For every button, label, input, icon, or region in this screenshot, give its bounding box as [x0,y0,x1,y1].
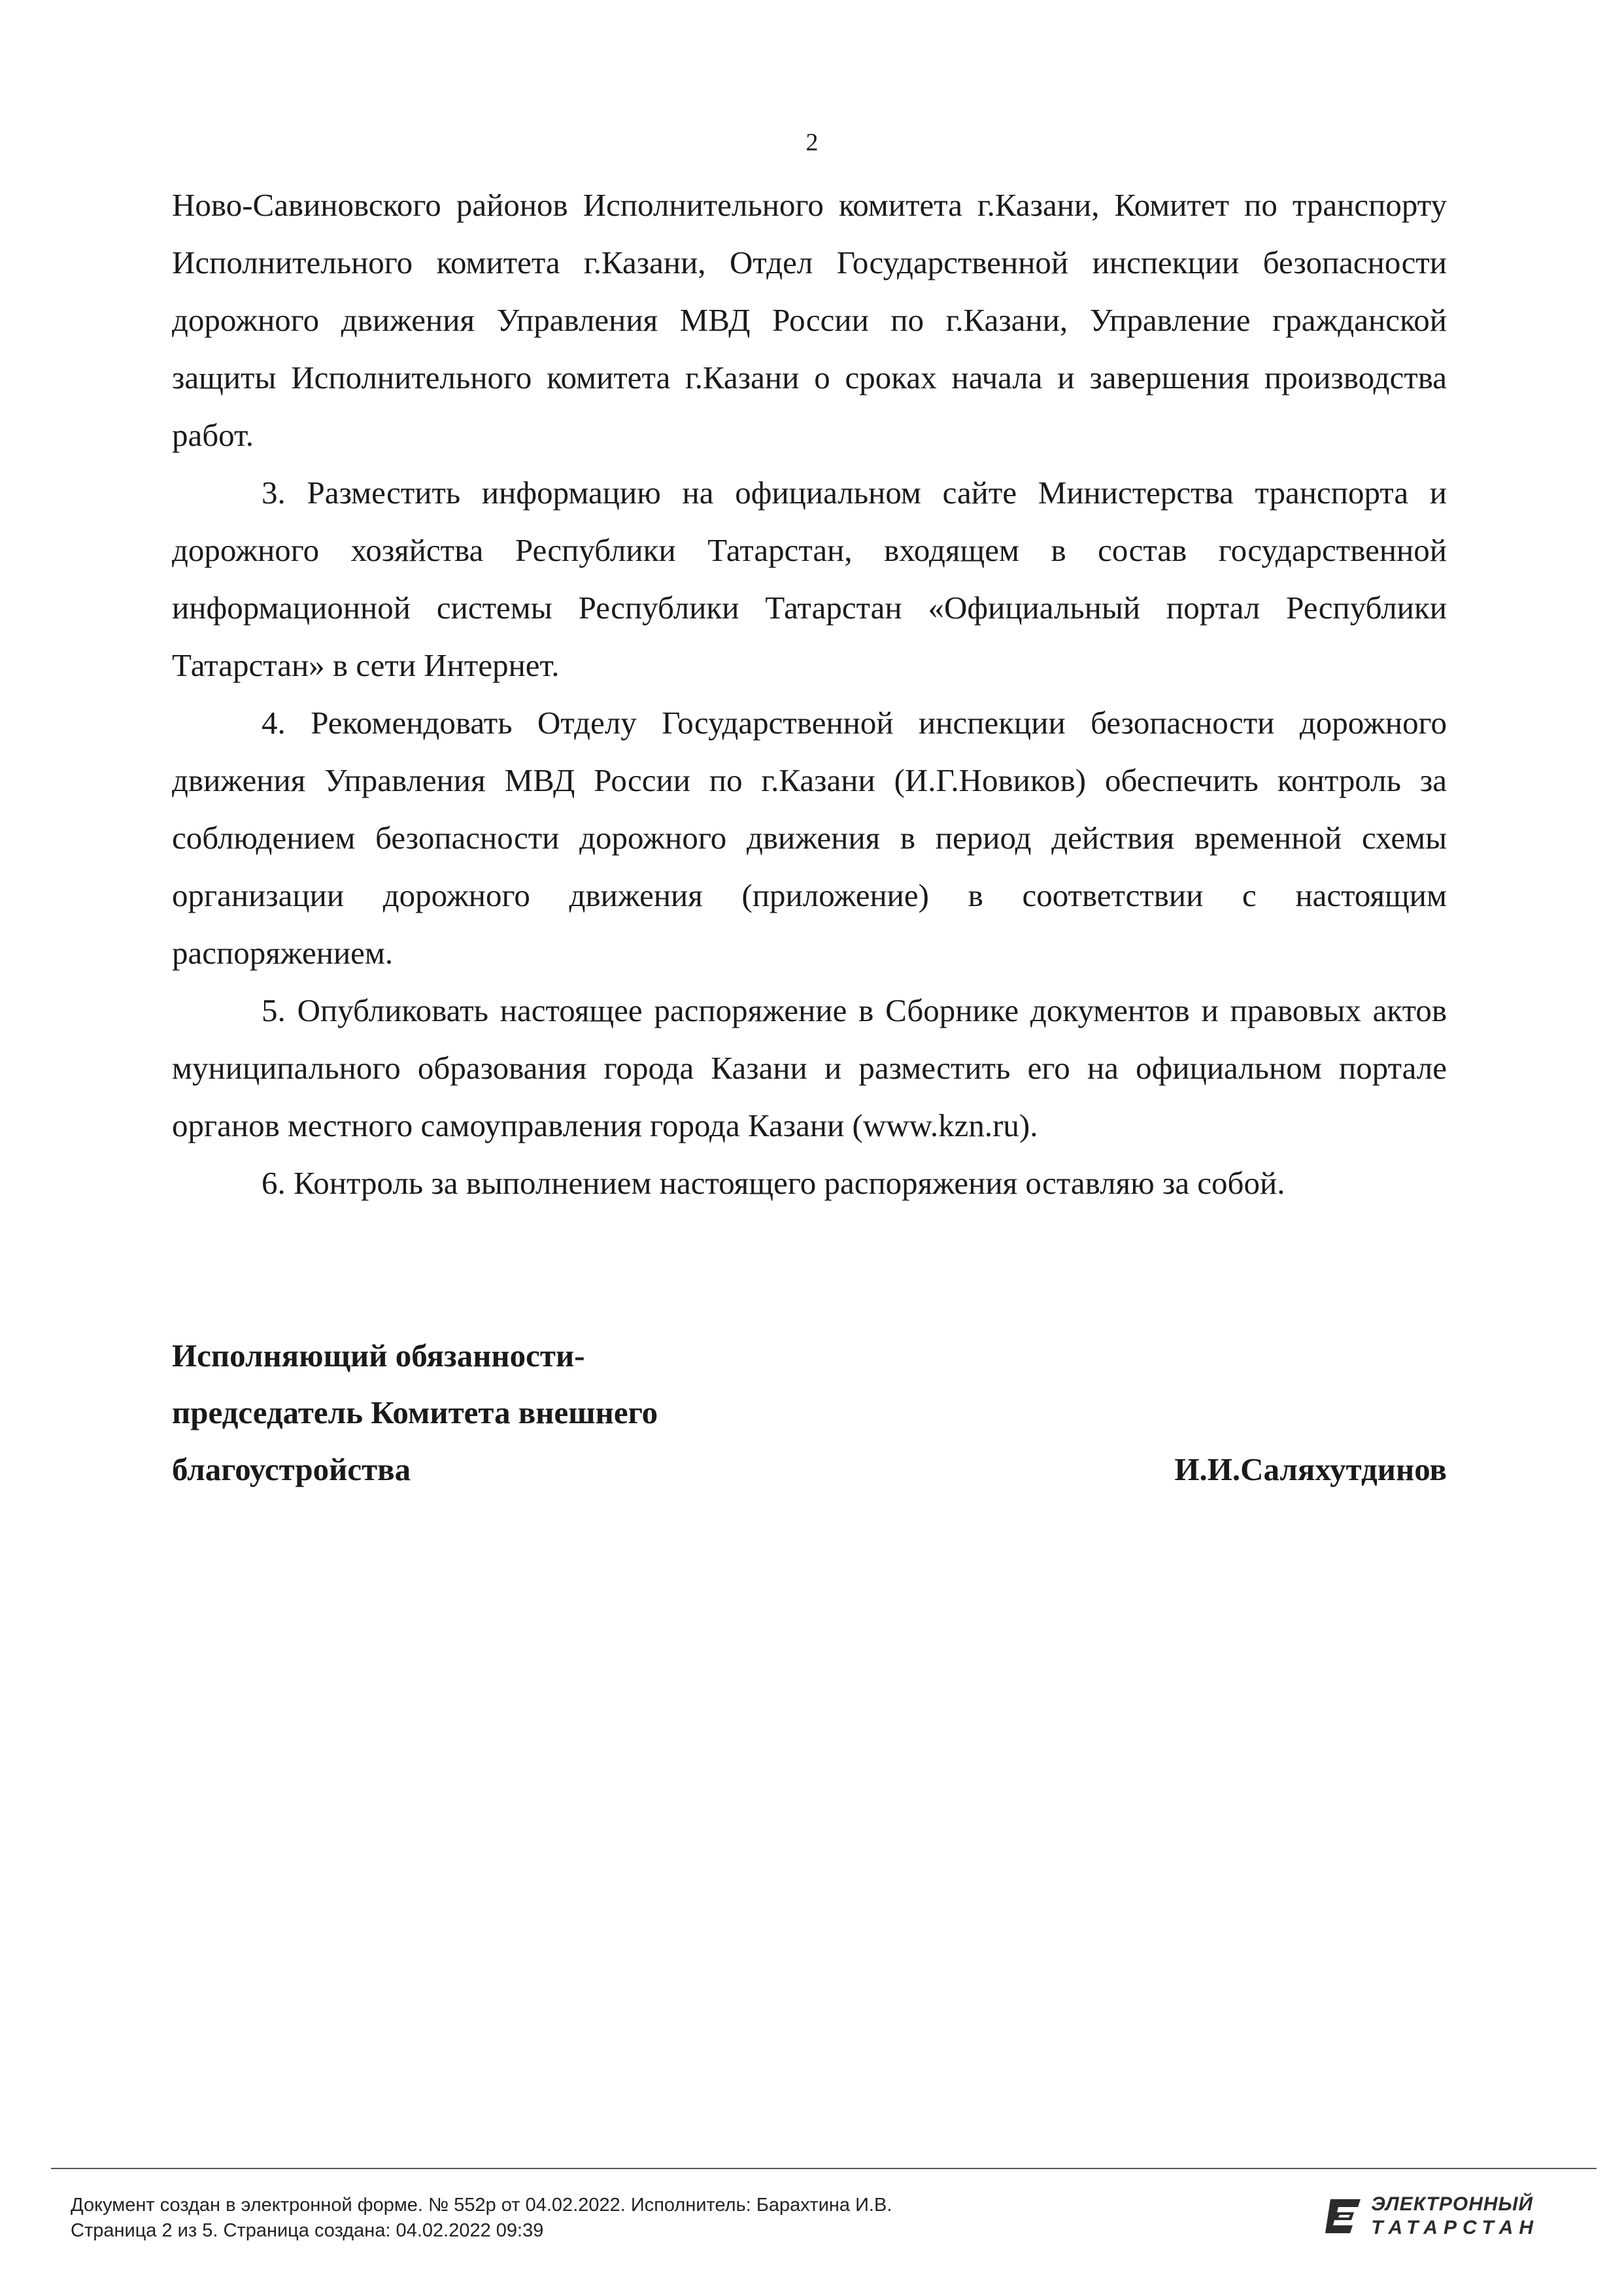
footer-info [71,2193,892,2244]
signer-position-line-1: Исполняющий обязанности- [172,1338,585,1374]
footer-document-line: Документ создан в электронной форме. № 552р от 04.02.2022. Исполнитель: Барахтина И.В. [71,2195,892,2216]
paragraph-continuation: Ново-Савиновского районов Исполнительного комитета г.Казани, Комитет по транспорту Исполнительного комитета г.Казани, Отдел Государственной инспекции безопасности дорожного движения Управления МВД России по г.Казани, Управление гражданской защиты Исполнительного комитета г.Казани о сроках начала и завершения производства работ. [172,187,1447,453]
footer-page-line: Страница 2 из 5. Страница создана: 04.02.2022 09:39 [71,2220,544,2241]
logo-text-top: ЭЛЕКТРОННЫЙ [1371,2193,1534,2215]
signer-name: И.И.Саляхутдинов [1174,1451,1447,1487]
page-number: 2 [805,129,819,156]
signer-position-line-3: благоустройства [172,1451,411,1487]
logo-text-bottom: ТАТАРСТАН [1371,2217,1539,2238]
paragraph-item-6: 6. Контроль за выполнением настоящего распоряжения оставляю за собой. [262,1165,1285,1201]
electronic-tatarstan-logo [1324,2193,1539,2240]
electronic-tatarstan-logo-icon [1324,2197,1363,2236]
signer-position-line-2: председатель Комитета внешнего [172,1394,658,1430]
signature-block [172,1327,1447,1498]
paragraph-item-3: 3. Разместить информацию на официальном сайте Министерства транспорта и дорожного хозяйства Республики Татарстан, входящем в состав государственной информационной системы Республики Татарстан «Официальный портал Республики Татарстан» в сети Интернет. [172,475,1447,683]
logo-wordmark [1371,2193,1539,2240]
paragraph-item-5: 5. Опубликовать настоящее распоряжение в Сборнике документов и правовых актов муниципального образования города Казани и разместить его на официальном портале органов местного самоуправления города Казани (www.kzn.ru). [172,992,1447,1143]
footer-divider [51,2168,1597,2169]
document-body [172,177,1447,1212]
paragraph-item-4: 4. Рекомендовать Отделу Государственной инспекции безопасности дорожного движения Управления МВД России по г.Казани (И.Г.Новиков) обеспечить контроль за соблюдением безопасности дорожного движения в период действия временной схемы организации дорожного движения (приложение) в соответствии с настоящим распоряжением. [172,705,1447,971]
